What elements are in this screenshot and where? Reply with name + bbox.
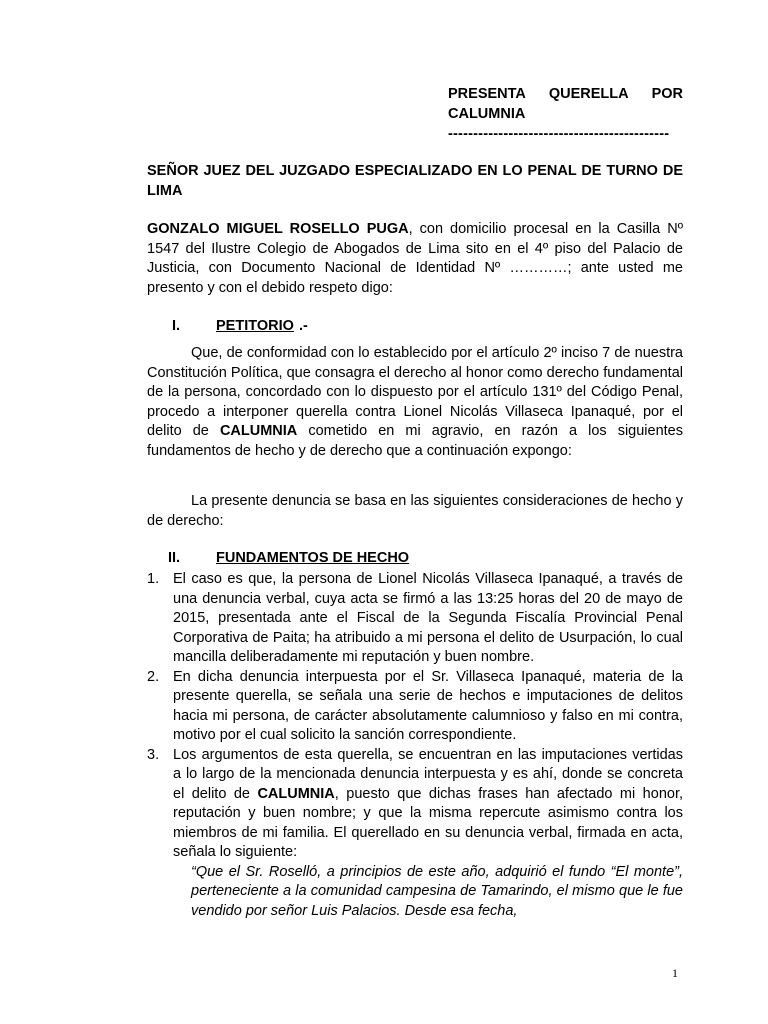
item-number: 2. <box>147 668 160 685</box>
petitorio-text-a: Que, de conformidad con lo establecido por el artículo 2º inciso 7 de nuestra Constitución Política, que consagra el derecho al honor como derecho fundamental de la persona, concordado con lo dispuesto por el artículo 131º del Código Penal, procedo a interponer querella contra Lionel Nicolás Villaseca Ipanaqué, por el delito de <box>147 345 683 439</box>
fundamentos-list <box>147 570 683 921</box>
item-number: 3. <box>147 746 160 763</box>
petitorio-paragraph-2: La presente denuncia se basa en las siguientes consideraciones de hecho y de derecho: <box>147 493 683 529</box>
item-text: En dicha denuncia interpuesta por el Sr. Villaseca Ipanaqué, materia de la presente querella, se señala una serie de hechos e imputaciones de delitos hacia mi persona, de carácter absolutamente calumnioso y falso en mi contra, motivo por el cual solicito la sanción correspondiente. <box>173 668 683 743</box>
crime-name: CALUMNIA <box>219 423 298 439</box>
petitorio-paragraph-1 <box>147 344 683 461</box>
intro-text: , con domicilio procesal en la Casilla Nº 1547 del Ilustre Colegio de Abogados de Lima sito en el 4º piso del Palacio de Justicia, con Documento Nacional de Identidad Nº …………; ante usted me presento y con el debido respeto digo: <box>147 221 683 296</box>
item-text-b: , puesto que dichas frases han afectado mi honor, reputación y buen nombre; y que la misma repercute asimismo contra los miembros de mi familia. El querellado en su denuncia verbal, firmada en acta, señala lo siguiente: <box>173 785 683 860</box>
petitioner-name: GONZALO MIGUEL ROSELLO PUGA <box>147 221 409 237</box>
section-number: I. <box>172 318 181 334</box>
list-item <box>147 746 683 863</box>
section-title: FUNDAMENTOS DE HECHO <box>216 550 410 566</box>
section-number: II. <box>168 550 181 566</box>
section-title-suffix: .- <box>299 318 308 334</box>
item-text-a: Los argumentos de esta querella, se encuentran en las imputaciones vertidas a lo largo de la mencionada denuncia interpuesta y es ahí, donde se concreta el delito de <box>173 746 683 802</box>
addressee: SEÑOR JUEZ DEL JUZGADO ESPECIALIZADO EN LO PENAL DE TURNO DE LIMA <box>147 163 683 199</box>
petitorio-title: PETITORIO <box>216 318 294 334</box>
sumilla-line-1: PRESENTA QUERELLA POR <box>448 86 683 102</box>
crime-name: CALUMNIA <box>257 785 335 802</box>
item-text: El caso es que, la persona de Lionel Nicolás Villaseca Ipanaqué, a través de una denuncia verbal, cuya acta se firmó a las 13:25 horas del 20 de mayo de 2015, presentada ante el Fiscal de la Segunda Fiscalía Provincial Penal Corporativa de Paita; ha atribuido a mi persona el delito de Usurpación, lo cual mancilla deliberadamente mi reputación y buen nombre. <box>173 571 683 665</box>
quoted-statement: “Que el Sr. Roselló, a principios de este año, adquirió el fundo “El monte”, perteneciente a la comunidad campesina de Tamarindo, el mismo que le fue vendido por señor Luis Palacios. Desde esa fecha, <box>191 863 683 919</box>
intro-paragraph <box>147 220 683 298</box>
page-number: 1 <box>672 966 678 980</box>
section-title <box>216 318 294 334</box>
list-item <box>147 668 683 746</box>
item-number: 1. <box>147 571 160 587</box>
sumilla-line-2: CALUMNIA <box>448 106 526 122</box>
sumilla-rule: -------------------------------------------- <box>448 126 670 142</box>
petitorio-text-b: cometido en mi agravio, en razón a los siguientes fundamentos de hecho y de derecho que a continuación expongo: <box>147 423 683 459</box>
list-item <box>147 570 683 668</box>
sumilla <box>448 84 683 144</box>
